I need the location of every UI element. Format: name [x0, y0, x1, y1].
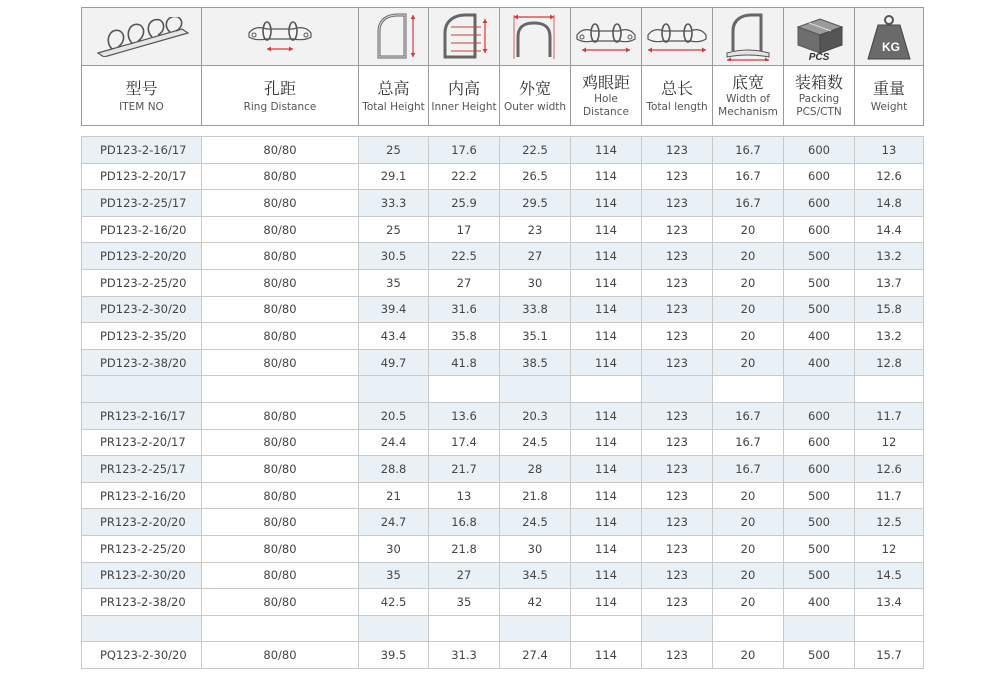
table-cell: 35: [429, 589, 500, 616]
item-no-cell: PD123-2-25/20: [82, 269, 202, 296]
table-cell: 22.5: [500, 137, 571, 164]
weight-icon-cell: [855, 8, 924, 66]
table-cell: 17.4: [429, 429, 500, 456]
table-cell: [642, 615, 713, 642]
item-no-cell: PD123-2-35/20: [82, 323, 202, 350]
weight-icon-text: KG: [882, 39, 900, 54]
table-row: [82, 323, 924, 350]
table-cell: 20: [713, 269, 784, 296]
table-cell: 13.2: [855, 323, 924, 350]
table-cell: 80/80: [202, 535, 359, 562]
table-cell: [784, 615, 855, 642]
table-cell: 27: [500, 243, 571, 270]
table-row: [82, 216, 924, 243]
table-cell: 123: [642, 243, 713, 270]
table-cell: 80/80: [202, 190, 359, 217]
table-cell: 12.6: [855, 456, 924, 483]
table-cell: 30: [500, 535, 571, 562]
table-cell: [359, 615, 429, 642]
table-cell: 15.7: [855, 642, 924, 669]
item-no-cell: PR123-2-38/20: [82, 589, 202, 616]
ring-distance-icon: [245, 19, 315, 55]
table-cell: 24.5: [500, 509, 571, 536]
table-cell: 114: [571, 216, 642, 243]
total-height-icon: [369, 13, 419, 61]
table-cell: 20: [713, 562, 784, 589]
item-no-cell: PR123-2-25/17: [82, 456, 202, 483]
table-cell: 500: [784, 642, 855, 669]
table-cell: 123: [642, 216, 713, 243]
item-no-cell: [82, 376, 202, 403]
table-row: [82, 269, 924, 296]
table-cell: 123: [642, 163, 713, 190]
table-cell: 123: [642, 589, 713, 616]
table-row: [82, 190, 924, 217]
table-cell: 27.4: [500, 642, 571, 669]
table-cell: 80/80: [202, 562, 359, 589]
table-cell: 80/80: [202, 137, 359, 164]
table-cell: 11.7: [855, 402, 924, 429]
table-row: [82, 137, 924, 164]
table-cell: 21: [359, 482, 429, 509]
table-cell: 14.8: [855, 190, 924, 217]
item-no-cell: PR123-2-16/17: [82, 402, 202, 429]
table-cell: 29.1: [359, 163, 429, 190]
spec-table-body: [82, 137, 924, 669]
table-cell: 114: [571, 589, 642, 616]
total-length-icon: [646, 19, 708, 55]
table-cell: 14.5: [855, 562, 924, 589]
table-cell: 35.1: [500, 323, 571, 350]
table-cell: 33.8: [500, 296, 571, 323]
table-cell: 20: [713, 296, 784, 323]
table-cell: 42: [500, 589, 571, 616]
table-cell: 500: [784, 535, 855, 562]
table-cell: 39.4: [359, 296, 429, 323]
table-cell: 114: [571, 269, 642, 296]
table-cell: 16.7: [713, 137, 784, 164]
table-cell: 80/80: [202, 589, 359, 616]
table-cell: [784, 376, 855, 403]
table-cell: 22.5: [429, 243, 500, 270]
item-no-cell: PD123-2-30/20: [82, 296, 202, 323]
ring-distance-icon-cell: [202, 8, 359, 66]
table-row: [82, 456, 924, 483]
table-cell: 20: [713, 509, 784, 536]
hole-distance-icon-cell: [571, 8, 642, 66]
table-cell: 38.5: [500, 349, 571, 376]
table-cell: [713, 376, 784, 403]
table-cell: 30: [500, 269, 571, 296]
table-cell: 123: [642, 296, 713, 323]
table-cell: 42.5: [359, 589, 429, 616]
table-cell: 14.4: [855, 216, 924, 243]
table-cell: 20: [713, 642, 784, 669]
total-height-icon-cell: [359, 8, 429, 66]
table-cell: 500: [784, 509, 855, 536]
table-cell: 39.5: [359, 642, 429, 669]
table-cell: 11.7: [855, 482, 924, 509]
table-cell: 27: [429, 562, 500, 589]
item-no-cell: PD123-2-38/20: [82, 349, 202, 376]
table-cell: 114: [571, 163, 642, 190]
table-cell: 31.3: [429, 642, 500, 669]
table-cell: 114: [571, 429, 642, 456]
table-cell: 114: [571, 402, 642, 429]
table-cell: [571, 376, 642, 403]
table-cell: [642, 376, 713, 403]
table-cell: 24.5: [500, 429, 571, 456]
table-cell: 600: [784, 137, 855, 164]
table-cell: 17.6: [429, 137, 500, 164]
table-cell: 114: [571, 137, 642, 164]
table-cell: 20: [713, 323, 784, 350]
label-header-row: [82, 66, 924, 126]
item-no-cell: PQ123-2-30/20: [82, 642, 202, 669]
table-cell: 12.6: [855, 163, 924, 190]
table-cell: 114: [571, 323, 642, 350]
table-cell: 24.7: [359, 509, 429, 536]
table-cell: 20.3: [500, 402, 571, 429]
spec-sheet: [81, 7, 923, 669]
table-cell: 80/80: [202, 429, 359, 456]
table-cell: 80/80: [202, 216, 359, 243]
table-cell: [571, 615, 642, 642]
item-no-cell: PD123-2-20/17: [82, 163, 202, 190]
header-packing: 装箱数 Packing PCS/CTN: [784, 66, 855, 126]
item-no-cell: PR123-2-20/17: [82, 429, 202, 456]
table-cell: 12: [855, 535, 924, 562]
table-cell: 49.7: [359, 349, 429, 376]
table-row: [82, 243, 924, 270]
header-inner-height: 内高 Inner Height: [429, 66, 500, 126]
table-row: [82, 562, 924, 589]
table-cell: 17: [429, 216, 500, 243]
header-hole-distance: 鸡眼距 Hole Distance: [571, 66, 642, 126]
table-cell: 500: [784, 296, 855, 323]
table-row: [82, 589, 924, 616]
table-cell: [429, 376, 500, 403]
table-cell: 600: [784, 456, 855, 483]
table-row: [82, 535, 924, 562]
item-no-cell: PR123-2-25/20: [82, 535, 202, 562]
ring-binder-icon: [90, 17, 194, 57]
table-cell: 30.5: [359, 243, 429, 270]
table-cell: 13: [855, 137, 924, 164]
inner-height-icon: [437, 13, 491, 61]
table-row: [82, 163, 924, 190]
table-cell: 28: [500, 456, 571, 483]
table-cell: 600: [784, 429, 855, 456]
table-row: [82, 509, 924, 536]
table-cell: 20: [713, 216, 784, 243]
table-cell: 600: [784, 163, 855, 190]
table-cell: [500, 615, 571, 642]
ring-binder-icon-cell: [82, 8, 202, 66]
table-cell: 16.7: [713, 163, 784, 190]
item-no-cell: PR123-2-16/20: [82, 482, 202, 509]
table-cell: 80/80: [202, 642, 359, 669]
table-cell: 600: [784, 190, 855, 217]
table-cell: 20: [713, 243, 784, 270]
header-total-height: 总高 Total Height: [359, 66, 429, 126]
item-no-cell: PD123-2-25/17: [82, 190, 202, 217]
table-cell: 25.9: [429, 190, 500, 217]
table-cell: 23: [500, 216, 571, 243]
table-cell: 20.5: [359, 402, 429, 429]
table-cell: 123: [642, 482, 713, 509]
header-gap: [82, 126, 924, 137]
table-cell: 16.7: [713, 402, 784, 429]
table-cell: 13.7: [855, 269, 924, 296]
table-cell: 114: [571, 296, 642, 323]
table-cell: 28.8: [359, 456, 429, 483]
table-cell: 500: [784, 243, 855, 270]
table-cell: 24.4: [359, 429, 429, 456]
table-cell: 34.5: [500, 562, 571, 589]
table-cell: 16.7: [713, 190, 784, 217]
table-row: [82, 349, 924, 376]
table-cell: 123: [642, 323, 713, 350]
table-cell: 13.6: [429, 402, 500, 429]
packing-box-icon-text: PCS: [808, 51, 830, 61]
item-no-cell: PD123-2-16/20: [82, 216, 202, 243]
table-cell: 25: [359, 216, 429, 243]
table-cell: 114: [571, 190, 642, 217]
item-no-cell: PR123-2-30/20: [82, 562, 202, 589]
table-cell: 13: [429, 482, 500, 509]
table-cell: [202, 615, 359, 642]
table-cell: [359, 376, 429, 403]
table-cell: 12: [855, 429, 924, 456]
table-cell: 123: [642, 429, 713, 456]
table-cell: 600: [784, 216, 855, 243]
table-cell: 114: [571, 642, 642, 669]
table-cell: 41.8: [429, 349, 500, 376]
table-cell: 600: [784, 402, 855, 429]
table-cell: 400: [784, 349, 855, 376]
table-cell: 33.3: [359, 190, 429, 217]
table-cell: 114: [571, 482, 642, 509]
table-cell: 123: [642, 456, 713, 483]
table-cell: 21.8: [500, 482, 571, 509]
item-no-cell: PD123-2-16/17: [82, 137, 202, 164]
table-cell: 80/80: [202, 349, 359, 376]
table-cell: 12.8: [855, 349, 924, 376]
header-outer-width: 外宽 Outer width: [500, 66, 571, 126]
table-cell: [202, 376, 359, 403]
table-cell: 22.2: [429, 163, 500, 190]
table-cell: 80/80: [202, 402, 359, 429]
table-cell: 13.4: [855, 589, 924, 616]
header-weight: 重量 Weight: [855, 66, 924, 126]
icon-header-row: [82, 8, 924, 66]
table-cell: 400: [784, 323, 855, 350]
table-row: [82, 429, 924, 456]
table-row: [82, 642, 924, 669]
table-cell: 123: [642, 269, 713, 296]
table-cell: 21.7: [429, 456, 500, 483]
table-cell: 26.5: [500, 163, 571, 190]
table-cell: [855, 615, 924, 642]
table-cell: 21.8: [429, 535, 500, 562]
table-cell: 80/80: [202, 243, 359, 270]
table-cell: 35: [359, 562, 429, 589]
table-cell: 114: [571, 349, 642, 376]
table-cell: 114: [571, 535, 642, 562]
item-no-cell: PR123-2-20/20: [82, 509, 202, 536]
table-cell: 500: [784, 482, 855, 509]
table-cell: 16.7: [713, 429, 784, 456]
table-cell: 114: [571, 456, 642, 483]
table-cell: 43.4: [359, 323, 429, 350]
table-cell: 35.8: [429, 323, 500, 350]
table-cell: 500: [784, 562, 855, 589]
table-cell: 80/80: [202, 269, 359, 296]
table-cell: [429, 615, 500, 642]
table-cell: 12.5: [855, 509, 924, 536]
table-cell: 114: [571, 243, 642, 270]
table-cell: 123: [642, 190, 713, 217]
table-cell: 20: [713, 535, 784, 562]
table-cell: [713, 615, 784, 642]
table-row: [82, 482, 924, 509]
table-cell: [500, 376, 571, 403]
table-cell: 80/80: [202, 323, 359, 350]
weight-icon: [864, 13, 914, 61]
spec-table: [81, 7, 924, 669]
header-mechanism-width: 底宽 Width of Mechanism: [713, 66, 784, 126]
table-cell: 123: [642, 402, 713, 429]
table-cell: 123: [642, 642, 713, 669]
header-total-length: 总长 Total length: [642, 66, 713, 126]
table-cell: 80/80: [202, 296, 359, 323]
table-cell: 123: [642, 137, 713, 164]
table-cell: 35: [359, 269, 429, 296]
table-row: [82, 615, 924, 642]
table-cell: 114: [571, 509, 642, 536]
table-cell: 31.6: [429, 296, 500, 323]
hole-distance-icon: [575, 19, 637, 55]
item-no-cell: [82, 615, 202, 642]
table-row: [82, 402, 924, 429]
item-no-cell: PD123-2-20/20: [82, 243, 202, 270]
mechanism-width-icon-cell: [713, 8, 784, 66]
header-ring-distance: 孔距 Ring Distance: [202, 66, 359, 126]
table-cell: 500: [784, 269, 855, 296]
table-cell: 80/80: [202, 482, 359, 509]
table-cell: 123: [642, 535, 713, 562]
outer-width-icon-cell: [500, 8, 571, 66]
packing-box-icon-cell: [784, 8, 855, 66]
table-cell: 13.2: [855, 243, 924, 270]
table-cell: 80/80: [202, 163, 359, 190]
table-cell: 30: [359, 535, 429, 562]
outer-width-icon: [508, 13, 562, 61]
table-cell: 114: [571, 562, 642, 589]
table-cell: 20: [713, 349, 784, 376]
table-cell: 20: [713, 482, 784, 509]
table-cell: 16.8: [429, 509, 500, 536]
header-item-no: 型号 ITEM NO: [82, 66, 202, 126]
mechanism-width-icon: [723, 13, 773, 61]
table-cell: 123: [642, 509, 713, 536]
total-length-icon-cell: [642, 8, 713, 66]
table-cell: 16.7: [713, 456, 784, 483]
table-cell: 27: [429, 269, 500, 296]
table-cell: 29.5: [500, 190, 571, 217]
table-cell: 80/80: [202, 456, 359, 483]
table-cell: 400: [784, 589, 855, 616]
table-cell: 123: [642, 562, 713, 589]
inner-height-icon-cell: [429, 8, 500, 66]
table-cell: 15.8: [855, 296, 924, 323]
table-row: [82, 376, 924, 403]
table-cell: 80/80: [202, 509, 359, 536]
table-cell: 123: [642, 349, 713, 376]
table-cell: 20: [713, 589, 784, 616]
table-cell: 25: [359, 137, 429, 164]
table-row: [82, 296, 924, 323]
table-cell: [855, 376, 924, 403]
packing-box-icon: [790, 13, 848, 61]
